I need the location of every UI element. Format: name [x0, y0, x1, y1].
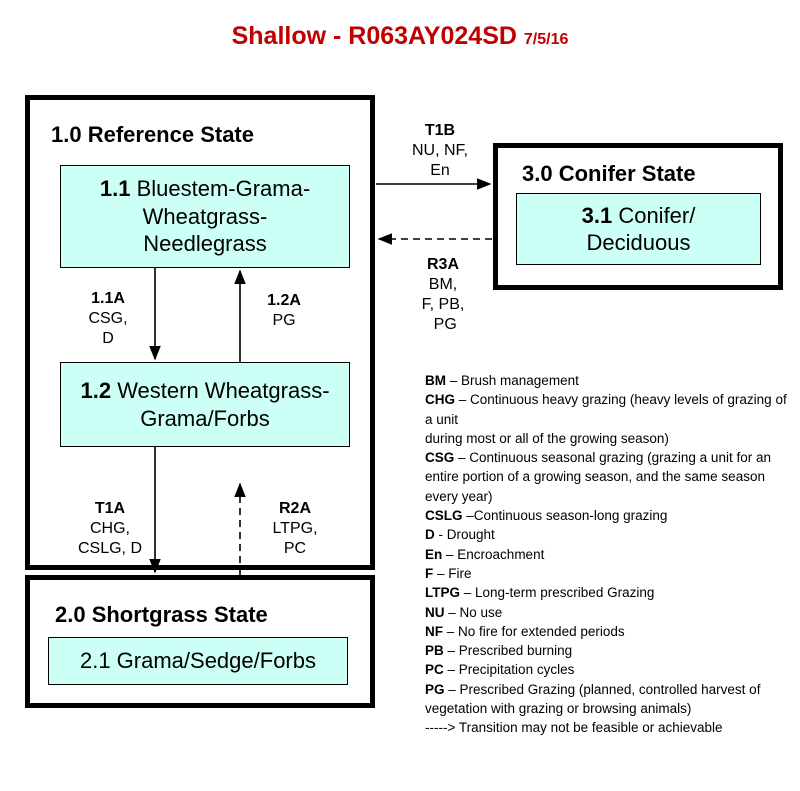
legend-row: LTPG – Long-term prescribed Grazing — [425, 585, 655, 601]
label-t1b — [400, 121, 480, 181]
label-t1a — [70, 499, 150, 559]
legend-row: NU – No use — [425, 604, 503, 620]
label-t1a-lines: CHG, CSLG, D — [77, 520, 142, 557]
community-1-2-number: 1.2 — [80, 378, 112, 403]
community-2-1-label: 2.1 Grama/Sedge/Forbs — [79, 648, 316, 674]
title-date: 7/5/16 — [523, 31, 569, 48]
title-main: Shallow - R063AY024SD — [231, 22, 517, 50]
label-r3a — [411, 255, 475, 335]
legend-row: D - Drought — [425, 527, 495, 543]
legend-row: BM – Brush management — [425, 373, 579, 388]
community-1-2-name: Western Wheatgrass- Grama/Forbs — [117, 378, 330, 431]
legend-row: CHG – Continuous heavy grazing (heavy levels of grazing of a unit — [425, 392, 787, 427]
label-r3a-code: R3A — [426, 256, 459, 273]
label-1-2a-lines: PG — [272, 312, 296, 329]
label-1-1a — [78, 289, 138, 349]
label-1-2a-code: 1.2A — [267, 292, 301, 309]
label-1-1a-lines: CSG, D — [88, 310, 128, 347]
legend-row: PC – Precipitation cycles — [425, 662, 575, 678]
community-1-1-number: 1.1 — [99, 176, 131, 202]
shortgrass-state-title: 2.0 Shortgrass State — [55, 602, 268, 627]
legend-row: PG – Prescribed Grazing (planned, controlled harvest of vegetation with grazing or browsing animals) — [425, 681, 761, 717]
label-t1b-code: T1B — [424, 122, 456, 139]
community-1-1-name: Bluestem-Grama- Wheatgrass- Needlegrass — [136, 176, 311, 257]
legend — [425, 371, 797, 738]
label-t1b-lines: NU, NF, En — [412, 142, 468, 179]
legend-row: NF – No fire for extended periods — [425, 623, 625, 639]
label-r2a-lines: LTPG, PC — [272, 520, 318, 557]
label-1-1a-code: 1.1A — [91, 290, 125, 307]
legend-row: -----> Transition may not be feasible or achievable — [425, 720, 723, 736]
conifer-state-title: 3.0 Conifer State — [522, 161, 696, 186]
legend-row: F – Fire — [425, 565, 472, 581]
reference-state-title: 1.0 Reference State — [51, 122, 254, 147]
legend-row: CSG – Continuous seasonal grazing (grazing a unit for an entire portion of a growing season, and the same season every year) — [425, 450, 771, 504]
label-r2a-code: R2A — [278, 500, 311, 517]
legend-row: CSLG –Continuous season-long grazing — [425, 508, 668, 524]
community-3-1-name: Conifer/ Deciduous — [586, 202, 696, 255]
label-t1a-code: T1A — [94, 500, 126, 517]
legend-row: PB – Prescribed burning — [425, 643, 573, 659]
label-r2a — [260, 499, 330, 559]
legend-row: En – Encroachment — [425, 546, 545, 562]
community-3-1-number: 3.1 — [581, 202, 613, 228]
legend-row: during most or all of the growing season) — [425, 430, 669, 446]
label-1-2a — [254, 291, 314, 331]
label-r3a-lines: BM, F, PB, PG — [421, 276, 465, 333]
